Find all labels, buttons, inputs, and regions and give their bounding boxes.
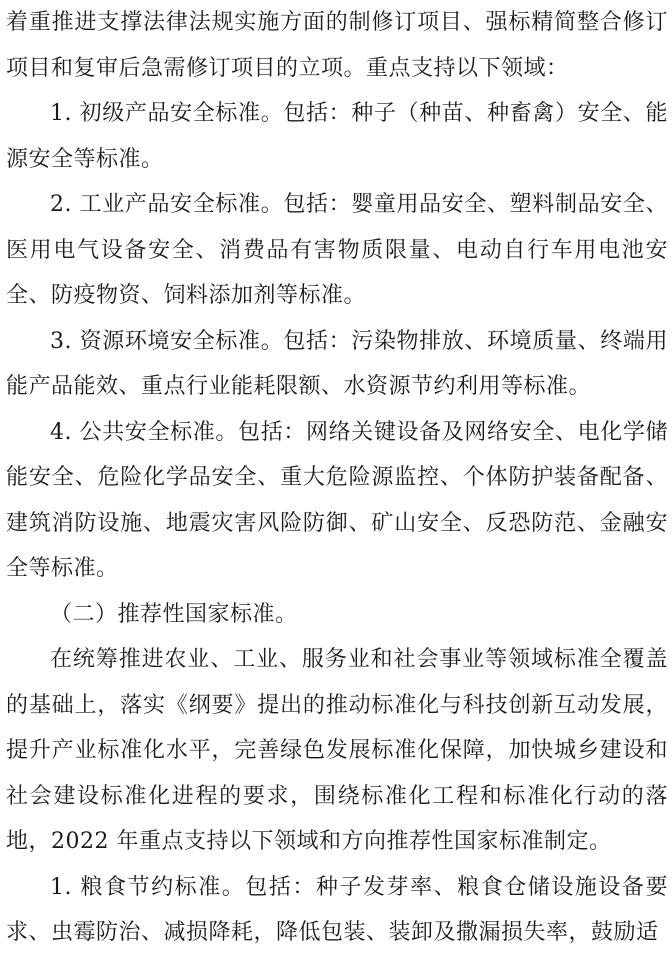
paragraph-item-1-primary-products: 1. 初级产品安全标准。包括：种子（种苗、种畜禽）安全、能源安全等标准。 (6, 101, 668, 172)
paragraph-item-4-public-safety: 4. 公共安全标准。包括：网络关键设备及网络安全、电化学储能安全、危险化学品安全、重大危险源监控、个体防护装备配备、建筑消防设施、地震灾害风险防御、矿山安全、反恐防范、金融安全等标准。 (6, 419, 668, 581)
paragraph-intro: 着重推进支撑法律法规实施方面的制修订项目、强标精简整合修订项目和复审后急需修订项目的立项。重点支持以下领域： (6, 10, 668, 81)
paragraph-recommended-overview: 在统筹推进农业、工业、服务业和社会事业等领域标准全覆盖的基础上，落实《纲要》提出的推动标准化与科技创新互动发展，提升产业标准化水平，完善绿色发展标准化保障，加快城乡建设和社会建设标准化进程的要求，围绕标准化工程和标准化行动的落地，2022 年重点支持以下领域和方向推荐性国家标准制定。 (6, 647, 668, 854)
paragraph-item-2-industrial-products: 2. 工业产品安全标准。包括：婴童用品安全、塑料制品安全、医用电气设备安全、消费品有害物质限量、电动自行车用电池安全、防疫物资、饲料添加剂等标准。 (6, 192, 668, 308)
section-heading-recommended-standards: （二）推荐性国家标准。 (50, 601, 298, 627)
paragraph-item-1-grain-saving: 1. 粮食节约标准。包括：种子发芽率、粮食仓储设施设备要求、虫霉防治、减损降耗，降低包装、装卸及撒漏损失率，鼓励适 (6, 874, 668, 945)
paragraph-item-3-resources-environment: 3. 资源环境安全标准。包括：污染物排放、环境质量、终端用能产品能效、重点行业能耗限额、水资源节约利用等标准。 (6, 328, 668, 399)
